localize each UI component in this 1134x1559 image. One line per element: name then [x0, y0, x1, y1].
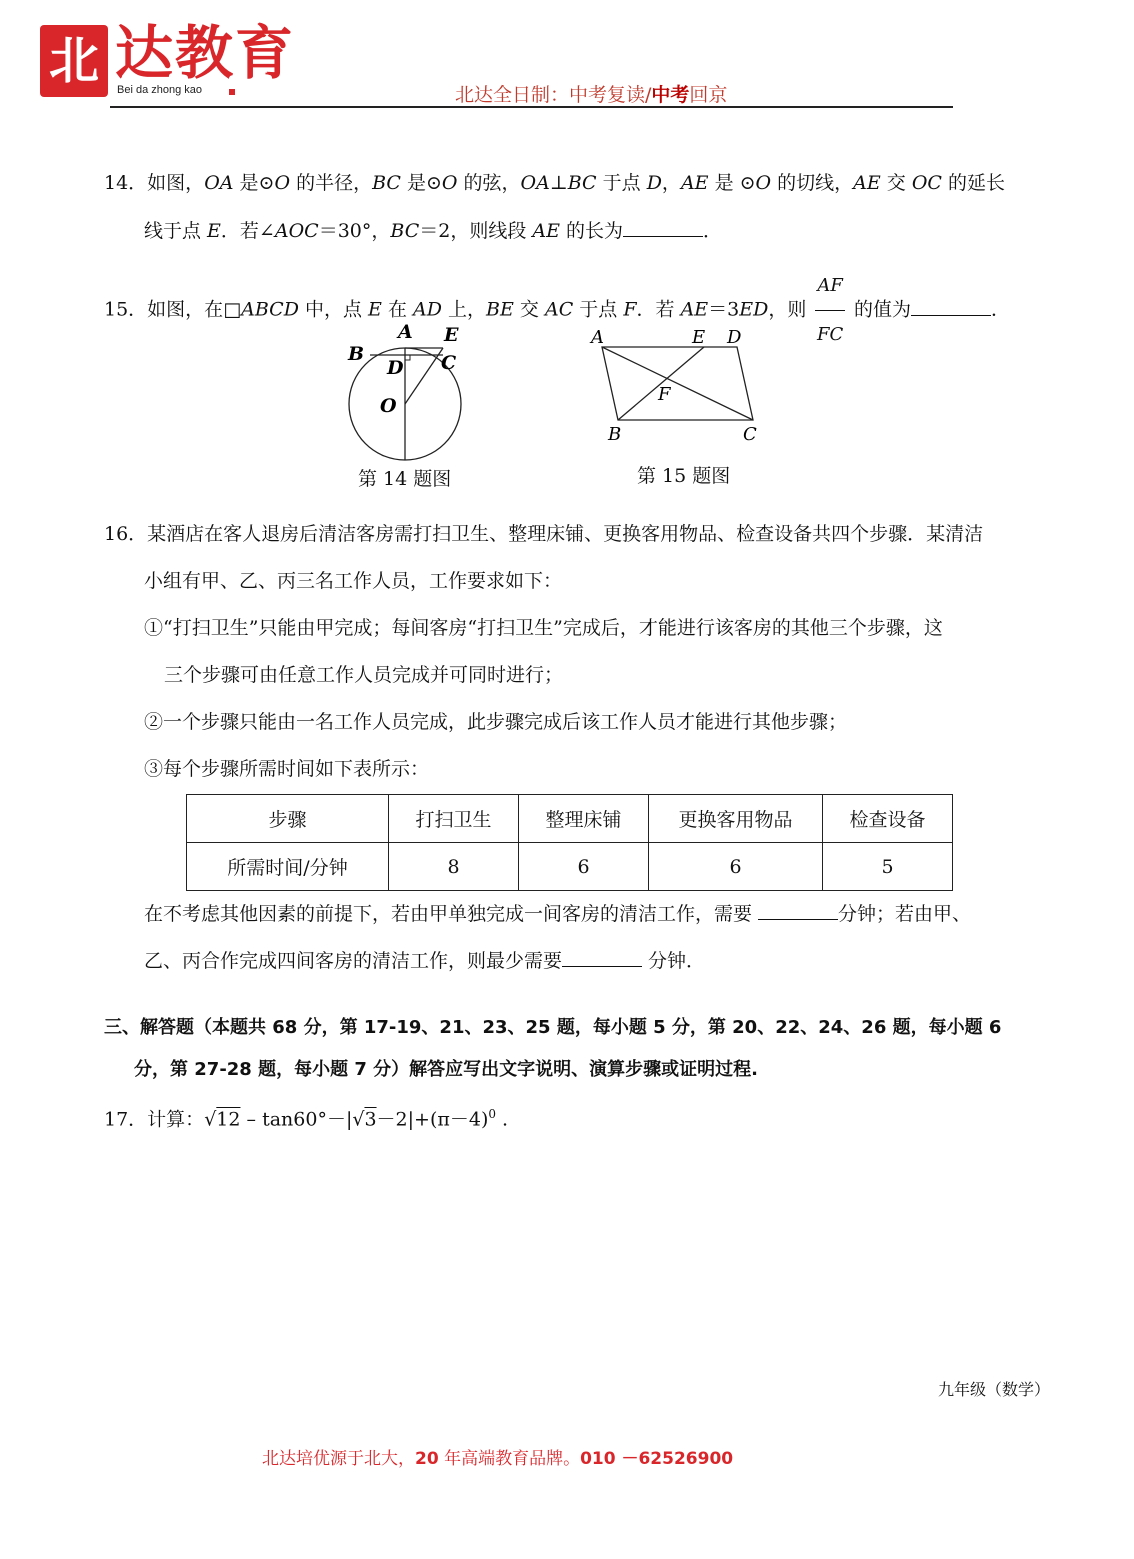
q16-answer-line1: 在不考虑其他因素的前提下，若由甲单独完成一间客房的清洁工作，需要 分钟；若由甲、 — [144, 903, 972, 925]
q14-answer-blank[interactable] — [623, 222, 703, 237]
table-cell: 步骤 — [187, 795, 389, 843]
logo-text: 达教育 — [115, 19, 296, 87]
table-cell: 更换客用物品 — [649, 795, 823, 843]
q16-line1: 16．某酒店在客人退房后清洁客房需打扫卫生、整理床铺、更换客用物品、检查设备共四个步骤．某清洁 — [104, 523, 984, 545]
logo-dot — [229, 89, 235, 95]
fig14-label-E: E — [444, 324, 459, 346]
fig15-label-B: B — [608, 424, 622, 445]
table-cell: 所需时间/分钟 — [187, 843, 389, 891]
fig14-label-O: O — [380, 395, 397, 417]
fig15-label-A: A — [591, 327, 604, 348]
table-header-row — [187, 795, 953, 843]
section3-title-line1: 三、解答题（本题共 68 分，第 17-19、21、23、25 题，每小题 5 分，第 20、22、24、26 题，每小题 6 — [104, 1017, 1002, 1038]
slogan-part2: 回京 — [689, 84, 728, 106]
figure-15 — [588, 322, 768, 447]
fig15-label-E: E — [692, 327, 706, 348]
q14-line2: 线于点 E．若∠AOC＝30°，BC＝2，则线段 AE 的长为 ． — [144, 220, 723, 242]
q17-line: 17．计算：$√12 - \tan 60^\circ-|√3-2|+(\pi-4)^0$ . — [104, 1107, 509, 1131]
header-slogan — [455, 80, 727, 107]
section3-title-line2: 分，第 27-28 题，每小题 7 分）解答应写出文字说明、演算步骤或证明过程. — [134, 1059, 758, 1080]
q16-answer-line2: 乙、丙合作完成四间客房的清洁工作，则最少需要 分钟． — [144, 950, 706, 972]
fig14-caption: 第 14 题图 — [358, 468, 452, 490]
q16-rule1b: 三个步骤可由任意工作人员完成并可同时进行； — [164, 664, 564, 686]
slogan-bold: 中考 — [651, 84, 690, 106]
fig15-caption: 第 15 题图 — [637, 465, 731, 487]
q15-line: 15．如图，在□ABCD 中，点 E 在 AD 上，BE 交 AC 于点 F．若 AE＝3ED，则 $\frac{AF}{FC}$ 的值为 ． — [104, 264, 1010, 357]
table-cell: 打扫卫生 — [389, 795, 519, 843]
table-cell: 6 — [649, 843, 823, 891]
table-cell: 检查设备 — [823, 795, 953, 843]
table-cell: 整理床铺 — [519, 795, 649, 843]
q16-answer-blank1[interactable] — [758, 905, 838, 920]
q16-line2: 小组有甲、乙、丙三名工作人员，工作要求如下： — [144, 570, 563, 592]
logo-mark: 北 — [40, 25, 108, 97]
fig15-label-C: C — [743, 424, 757, 445]
fig14-label-A: A — [398, 321, 413, 343]
slogan-part1: 北达全日制：中考复读/ — [455, 84, 652, 106]
fig14-label-B: B — [348, 343, 365, 365]
fig14-label-C: C — [441, 352, 457, 374]
q16-rule2: ②一个步骤只能由一名工作人员完成，此步骤完成后该工作人员才能进行其他步骤； — [144, 711, 848, 733]
table-row — [187, 843, 953, 891]
fig15-label-D: D — [727, 327, 742, 348]
steps-table — [186, 794, 953, 891]
table-cell: 5 — [823, 843, 953, 891]
q14-line1: 14．如图，OA 是⊙O 的半径，BC 是⊙O 的弦，OA⊥BC 于点 D，AE 是 ⊙O 的切线，AE 交 OC 的延长 — [104, 172, 1006, 194]
fig14-label-D: D — [387, 357, 404, 379]
logo-subtitle: Bei da zhong kao — [117, 84, 203, 96]
footer-grade: 九年级（数学） — [938, 1380, 1051, 1399]
q16-rule3: ③每个步骤所需时间如下表所示： — [144, 758, 430, 780]
table-cell: 6 — [519, 843, 649, 891]
table-cell: 8 — [389, 843, 519, 891]
fig15-label-F: F — [658, 384, 671, 405]
q15-fraction: $\frac{AF}{FC}$ — [815, 264, 845, 357]
sqrt-icon: √ — [352, 1108, 365, 1131]
footer-ad: 北达培优源于北大，20 年高端教育品牌。010 －62526900 — [262, 1449, 734, 1469]
figure-14 — [340, 318, 480, 463]
q15-answer-blank[interactable] — [911, 301, 991, 316]
sqrt-icon: √ — [204, 1108, 217, 1131]
q16-rule1a: ①“打扫卫生”只能由甲完成；每间客房“打扫卫生”完成后，才能进行该客房的其他三个步骤，这 — [144, 617, 943, 639]
q16-answer-blank2[interactable] — [562, 952, 642, 967]
header-divider — [110, 106, 953, 108]
